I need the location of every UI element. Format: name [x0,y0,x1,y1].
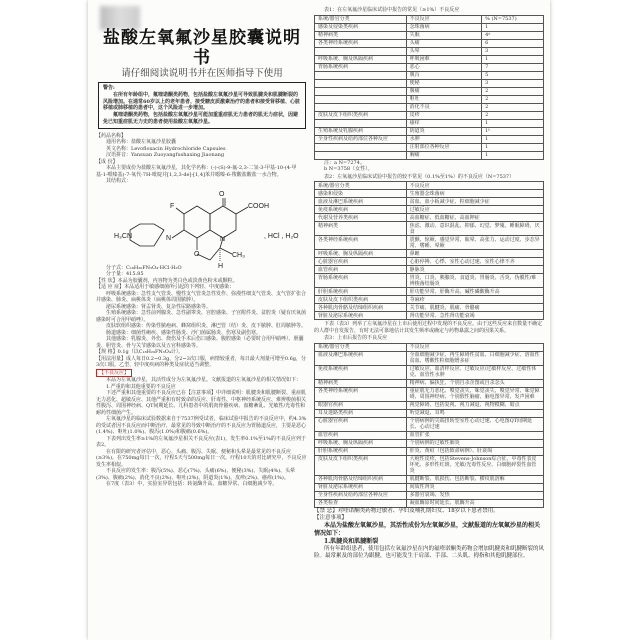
warning-text: 氟喹诺酮类药物，包括盐酸左氧氟沙星可能加重重症肌无力患者的肌无力症状，因避免已知重症肌无力史的患者使用盐酸左氧氟沙星。 [103,112,299,125]
table-row [315,296,544,304]
structure-n2: N [220,235,226,243]
table-cell [315,47,407,55]
generic-name: 通用名称：盐酸左氧氟沙星胶囊 [106,139,177,146]
table-row [315,206,544,214]
table-row [315,475,544,483]
table-row [315,214,544,222]
table-cell: 系统/器官分类 [315,343,407,351]
table-cell: 2 [482,103,544,111]
table-row [315,47,544,55]
table-cell: 肾功能异常、急性肾功能衰竭 [406,312,543,320]
structure-cooh: COOH [248,202,269,210]
table-row [315,491,544,499]
structure-ch3: CH₃ [232,251,245,259]
table-cell [315,95,407,103]
table-cell: 2 [482,95,544,103]
indication-item: 皮肤软组织感染：传染性脓疱病、蜂窝组织炎、淋巴管（结）炎、皮下脓肿、肛周脓肿等。 [106,323,307,330]
paragraph: 下表列出发生率≥1%的左氧氟沙星相关不良反应(表1)，发生率0.1%至1%的不良反应列于表2。 [96,435,306,449]
precautions-intro: 本品为盐酸左氧氟沙星，其活性成份为左氧氟沙星，文献报道的左氧氟沙星的相关情况如下： [314,521,541,537]
table-cell: 视觉障碍、包括复视、视力减退、视物模糊、暗点 [406,401,543,409]
table-cell: 肝炎、黄疸（包括致命病例）、肝衰竭 [406,447,543,455]
table-cell: 血管扩张 [406,431,543,439]
table-cell: 精神病类 [315,379,407,387]
indication-item: 其他感染：乳腺炎、外伤、烧伤及手术后伤口感染、腹腔感染（必要时合用甲硝唑）、胆囊炎、胆管炎、骨与关节感染以及五官科感染等。 [96,336,304,349]
table-cell: 瘙痒 [406,119,482,127]
table-cell: 震颤、惊厥、感觉异常、眩晕、高张力、运动过度、步态异常、嗜睡、晕厥 [406,236,543,250]
subheading: 1.严重的和其他重要的不良反应 [106,383,176,390]
table-row [315,236,544,250]
table-cell: 各类检查 [315,499,407,507]
precautions-heading: 【注意事项】 [314,514,348,521]
table-cell: 便秘 [406,79,482,87]
table-cell: 3 [482,47,544,55]
table-row [315,198,544,206]
table-cell: % (N=7537) [482,15,544,23]
structure-n: N [166,234,172,242]
paragraph: 下述严重和其他重要的不良反应已在【注意事项】中详细说明：肌腱炎和肌腱断裂、重症肌无力恶化、超敏反应、其他严重和有时致命的反应、肝毒性、中枢神经系统反应、难辨梭菌相关性腹泻、周围神经病、QT间期延长、儿科患者中的肌肉骨骼疾病、血糖紊乱、光敏性/光毒性和耐药性细菌产生。 [96,390,307,416]
table-cell: 个别病例的过敏性肺炎 [406,439,543,447]
table-cell: 肝功能异常、肝酶升高、碱性磷酸酶升高 [406,288,543,296]
section-heading: 【成 份】 [96,158,118,165]
table2-caption: 表2：左氧氟沙星临床试验中报告的较不常见（0.1%至1%）的不良反应（N=7537） [324,173,515,180]
table-cell: 贫血、血小板减少症、粒细胞减少症 [406,198,543,206]
table-cell: 免疫系统疾病 [315,365,407,379]
table-cell: 荨麻疹 [406,296,543,304]
structure-label: 其结构式： [106,178,132,185]
table-cell: 水肿 [406,135,482,143]
table-cell: 多器官衰竭、发热 [406,491,543,499]
structure-h3cn: H₃CN [114,232,133,240]
table-cell [315,119,407,127]
table-cell: 血液及淋巴系统疾病 [315,351,407,365]
table-row [315,87,544,95]
table-row [315,401,544,409]
indication-item: 泌尿系统感染：肾盂肾炎、复杂性尿路感染等。 [106,303,212,310]
table-row [315,151,544,159]
table-cell: 免疫系统疾病 [315,206,407,214]
table-cell: 精神病类 [315,222,407,236]
paragraph: 不良反应的发生率：腹泻(5%)、恶心(7%)、头痛(6%)、便秘(3%)、失眠(4%)、头晕(3%)、腹痛(2%)、消化不良(2%)、呕吐(2%)、阴道炎(1%)、皮疹(2%)、瘙痒(1%)。 [96,468,296,481]
table-row [315,379,544,387]
table-cell: 1 [482,151,544,159]
table-cell: 感染和侵染 [315,190,407,198]
table-cell: 鼻衄 [406,250,543,258]
table-row [315,312,544,320]
table-cell: 2 [482,87,544,95]
table-cell [315,79,407,87]
table-cell: 间质性肾炎 [406,483,543,491]
table-cell: 1 [482,119,544,127]
table-cell: 个别病例的尖端扭转型室性心动过速、心电图QT间期延长、心动过速 [406,417,543,431]
table-cell: 全血细胞减少症、再生障碍性贫血、白细胞减少症、溶血性贫血、嗜酸性粒细胞增多症 [406,351,543,365]
table1 [314,15,544,160]
table-cell: 呼吸困难 [406,55,482,63]
paragraph: 在7度（表3）中，实验室异常包括：转氨酶升高、血糖异常、白细胞减少等。 [106,481,278,488]
table-cell: 关节痛、肌腱炎、肌痛、骨骼痛 [406,304,543,312]
table-cell: 系统/器官分类 [315,182,407,190]
molecular-weight: 分子量：415.85 [106,271,144,278]
table-row [315,304,544,312]
table-cell [315,87,407,95]
table-row [315,274,544,288]
structure-o: O [219,190,225,198]
table-cell: 胃炎、口炎、胰腺炎、食道炎、胃肠炎、舌炎、伪膜性/难辨梭菌结肠炎 [406,274,543,288]
section-heading: 【药品名称】 [96,132,127,139]
table-cell: 阴道炎 [406,127,482,135]
table-cell [315,143,407,151]
warning-box [98,82,306,129]
table-row [315,258,544,266]
table-row [315,417,544,431]
table-row [315,447,544,455]
table-cell: 胃肠系统疾病 [315,274,407,288]
english-name: 英文名称：Levofloxacin Hydrochloride Capsules [106,145,226,152]
table-cell: 重症肌无力恶化、嗅觉丧失、味觉丧失、嗅觉异常、味觉障碍、周围神经病、个别假性脑瘤、脑电图异常、发声困难 [406,387,543,401]
table-cell: 感染及侵染类疾病 [315,23,407,31]
table-row [315,250,544,258]
table-cell: 1ᵇ [482,127,544,135]
table-cell: 4ᵃ [482,31,544,39]
table1-caption: 表1：在左氧氟沙星临床试验中报告的常见（≥1%）不良反应 [324,7,460,13]
table-cell: 高血糖症、低血糖症、高血钾症 [406,214,543,222]
table-cell: 肝胆系统疾病 [315,447,407,455]
table-row [315,31,544,39]
table-cell: 呼吸系统、胸及纵隔疾病 [315,250,407,258]
table-cell: 肾脏及泌尿系统疾病 [315,312,407,320]
paragraph: 在有限的研究者评估中，恶心、头痛、腹泻、失眠、便秘和头晕是最常见的不良反应(≥3%)。在750mg每日一次，疗程5天与500mg每日一次，疗程10天的对比研究中，不良反应发生率相似。 [96,448,307,468]
table-cell: 7 [482,63,544,71]
table-row [315,119,544,127]
composition-text: 本品主要成份为盐酸左氧氟沙星，其化学名称：(-)-(S)-9-氟-2,3-二氢-3-甲基-10-(4-甲基-1-哌嗪基)-7-氧代-7H-吡啶并[1,2,3-de]-[1,4]苯并噁嗪-6-羧酸盐酸盐一水合物。 [96,165,297,178]
table-cell: 皮肤及皮下组织类疾病 [315,111,407,119]
table-cell: 1 [482,23,544,31]
table-cell: 1 [482,135,544,143]
table-row [315,439,544,447]
table-cell: 注射部位各种反应 [406,143,482,151]
table-row [315,288,544,296]
table-cell [315,71,407,79]
table2 [314,181,544,320]
table-row [315,135,544,143]
document-subtitle: 请仔细阅读说明书并在医师指导下使用 [121,68,283,79]
table-cell: 皮肤及皮下组织类疾病 [315,296,407,304]
table-row [315,431,544,439]
table-cell: 生殖系统及乳腺疾病 [315,127,407,135]
table-cell: 耳及迷路类疾病 [315,409,407,417]
left-column [96,28,308,488]
structure-f: F [170,202,175,210]
table-cell: 不良反应 [406,343,543,351]
table-cell: 凝血酶原时间延长、肌酶升高 [406,499,543,507]
table-cell: 不良反应 [406,182,543,190]
section-adverse-reactions [96,369,308,488]
table3 [314,343,544,508]
table-cell: 念珠菌病 [406,23,482,31]
table-row [315,499,544,507]
table-cell: 胸痛 [406,151,482,159]
table-cell: 各种肌肉骨骼及结缔组织疾病 [315,304,407,312]
table-cell: 肌腱断裂、肌损伤、包括断裂、横纹肌溶解 [406,475,543,483]
table-row [315,111,544,119]
table-cell: 过敏反应、血清样反应、过敏反应/过敏样反应、过敏性休克、血管性水肿 [406,365,543,379]
table-cell: 5 [482,71,544,79]
table-cell: 头痛 [406,39,482,47]
table-row [315,222,544,236]
table-cell: 心脏停搏、心悸、室性心动过速、室性心律不齐 [406,258,543,266]
table-cell: 全身性疾病及给药部位各种反应 [315,135,407,143]
precautions-text: 所有年龄组患者，使用包括左氧氟沙星在内的氟喹诺酮类药物会增加肌腱炎和肌腱断裂的风险。最常累及的部位为跟腱，也可能发生于肩部、手部、二头肌、拇指和其他肌腱部位。 [314,545,545,559]
table-cell: 生殖器念珠菌病 [406,190,543,198]
table-cell: 失眠 [406,31,482,39]
table-cell: 精神病类 [315,31,407,39]
table-cell: 呼吸系统、胸及纵隔疾病 [315,55,407,63]
table-cell: 不良反应 [406,15,482,23]
table-row [315,190,544,198]
table-row [315,127,544,135]
table-cell: 头晕 [406,47,482,55]
table-cell: 全身性疾病及给药部位各种反应 [315,491,407,499]
indication-item: 呼吸系统感染：急性支气管炎、慢性支气管炎急性发作、弥漫性细支气管炎、支气管扩张合并感染、肺炎、扁桃体炎（扁桃体周围脓肿）。 [96,290,307,304]
table1-note: 注：a N=7274。 [324,159,365,166]
table-cell: 眼器官疾病 [315,401,407,409]
table-cell: 呕吐 [406,95,482,103]
table-row [315,95,544,103]
table-cell: 系统/器官分类 [315,15,407,23]
section-indications [96,284,308,349]
table-cell: 腹痛 [406,87,482,95]
precautions-subheading: 1.肌腱炎和肌腱断裂 [324,537,379,545]
table-cell: 恶心 [406,63,482,71]
blurred-logo [100,6,140,30]
table-row [315,103,544,111]
table-cell: 3 [482,79,544,87]
table-cell: 腹泻 [406,71,482,79]
table-cell [315,103,407,111]
table-cell: 心脏器官疾病 [315,417,407,431]
indication-item: 肠道感染：细菌性痢疾、感染性肠炎、沙门菌属肠炎、伤寒及副伤寒。 [106,329,262,336]
warning-label: 警告: [103,85,115,91]
table-cell: 1 [482,143,544,151]
table-row [315,23,544,31]
table-row [315,455,544,475]
table-row [315,483,544,491]
table-row [315,39,544,47]
table-cell: 血管疾病 [315,266,407,274]
table-row [315,266,544,274]
indication-item: 生殖系统感染：急性前列腺炎、急性副睾炎、宫腔感染、子宫附件炎、盆腔炎（疑有厌氧菌感染时可合用甲硝唑）。 [96,310,307,323]
table-cell: 呼吸系统、胸及纵隔疾病 [315,439,407,447]
right-column [314,6,544,560]
table3-caption: 表3：上市后报告的不良反应 [324,335,388,341]
table-header-row [315,343,544,351]
section-drug-name [96,133,308,159]
table-cell: 静脉炎 [406,266,543,274]
table-header-row [315,15,544,23]
document-title: 盐酸左氧氟沙星胶囊说明书 [103,28,301,68]
molecular-formula: 分子式：C₁₈H₂₀FN₃O₄·HCl·H₂O [106,264,182,271]
table-cell: 肾脏及泌尿系统疾病 [315,483,407,491]
table-cell: 6 [482,39,544,47]
table-cell: 焦虑、激动、意识混乱、抑郁、幻觉、梦魇、睡眠障碍、厌食 [406,222,543,236]
table-cell: 过敏反应 [406,206,543,214]
structure-h: H [218,262,224,268]
table-header-row [315,182,544,190]
pinyin-name: 汉语拼音：Yansuan Zuoyangfushaxing Jiaonang [106,152,225,159]
section-dosage: 【用法用量】成人每日0.2~0.3g，分2~3次口服，病情较重者，每日最大剂量可增至0.6g，分3次口服。乙型、轻中度疾病的种类及症状适当调整。 [96,355,307,369]
table-row [315,351,544,365]
table-cell: 各类神经系统疾病 [315,39,407,47]
table-cell: 代谢及营养类疾病 [315,214,407,222]
warning-text: 在所有年龄组中，氟喹诺酮类药物，包括盐酸左氧氟沙星可导致肌腱炎和肌腱断裂的风险增加。在通常60岁以上的老年患者、接受糖皮质激素治疗的患者和接受肾移植、心脏移植或肺移植的患者中，这个风险进一步增加。 [103,91,300,112]
table-cell: 心脏器官疾病 [315,258,407,266]
table-row [315,79,544,87]
table-cell [315,151,407,159]
table-cell: 肝胆系统疾病 [315,288,407,296]
section-composition [96,159,308,185]
table-row [315,55,544,63]
table-cell: 消化不良 [406,103,482,111]
table-row [315,143,544,151]
table-cell: 各类神经系统疾病 [315,236,407,250]
table-cell: 1 [482,55,544,63]
postmarket-intro: 下表（表3）列举了左氧氟沙星在上市后使用过程中发现的不良反应。由于这些反应来自数量不确定的人群中自发报告，有时无法可靠地估计其发生频率或确定与药物暴露之间的因果关系。 [314,321,543,334]
table-row [315,409,544,417]
section-contraindications: 【禁 忌】对喹诺酮类药物过敏者、孕妇及哺乳期妇女、18岁以下患者禁用。 [314,507,499,514]
table-row [315,63,544,71]
section-properties: 【性 状】本品为胶囊剂，内容物为类白色或淡黄色粉末或颗粒。 [96,277,238,284]
table-cell: 精神病、偏执狂、个别自杀企图或自杀念头 [406,379,543,387]
table-cell: 血管疾病 [315,431,407,439]
bottom-sections [314,508,544,560]
table-row [315,387,544,401]
structure-o2: O [194,250,200,258]
table-row [315,71,544,79]
table-cell: 各类神经系统疾病 [315,387,407,401]
table-row [315,365,544,379]
section-specification: 【规 格】0.1g（以C₁₈H₂₀FN₃O₄计）。 [96,349,184,356]
table-cell: 血液及淋巴系统疾病 [315,198,407,206]
table-cell: 皮肤及皮下组织类疾病 [315,455,407,475]
table-cell: 2 [482,111,544,119]
paragraph: 左氧氟沙星的临床试验数据来自于7537例受试者，临床试验中报告的不良反应中，约4.3%的受试者因不良反应而中断治疗，最常见的导致中断治疗的不良反应为胃肠道反应，主要是恶心(1.4%)、呕吐(1.0%)、腹泻(1.0%)和腹痛(0.6%)。 [96,416,307,436]
table-cell: 听觉减退、耳鸣 [406,409,543,417]
table-cell: 各种肌肉骨骼及结缔组织疾病 [315,475,407,483]
table-cell: 胃肠系统疾病 [315,63,407,71]
table-cell: 大疱性皮疹、包括Stevens-Johnson综合征、中毒性表皮坏死、多形性红斑、光敏/光毒性反应、白细胞碎裂性血管炎 [406,455,543,475]
adverse-reactions-heading-highlighted: 【不良反应】 [96,369,132,378]
table-cell: 皮疹 [406,111,482,119]
table1-note: b N=3758（女性）。 [324,166,373,172]
structure-salt: , HCl , H₂O [264,232,299,240]
paragraph: 本品为左氧氟沙星，其活性成分为左氧氟沙星。文献报道的左氧氟沙星的相关情况如下： [106,377,302,384]
indications-heading: 【适 应 症】本品适用于敏感细菌所引起的下列轻、中度感染： [96,284,235,291]
